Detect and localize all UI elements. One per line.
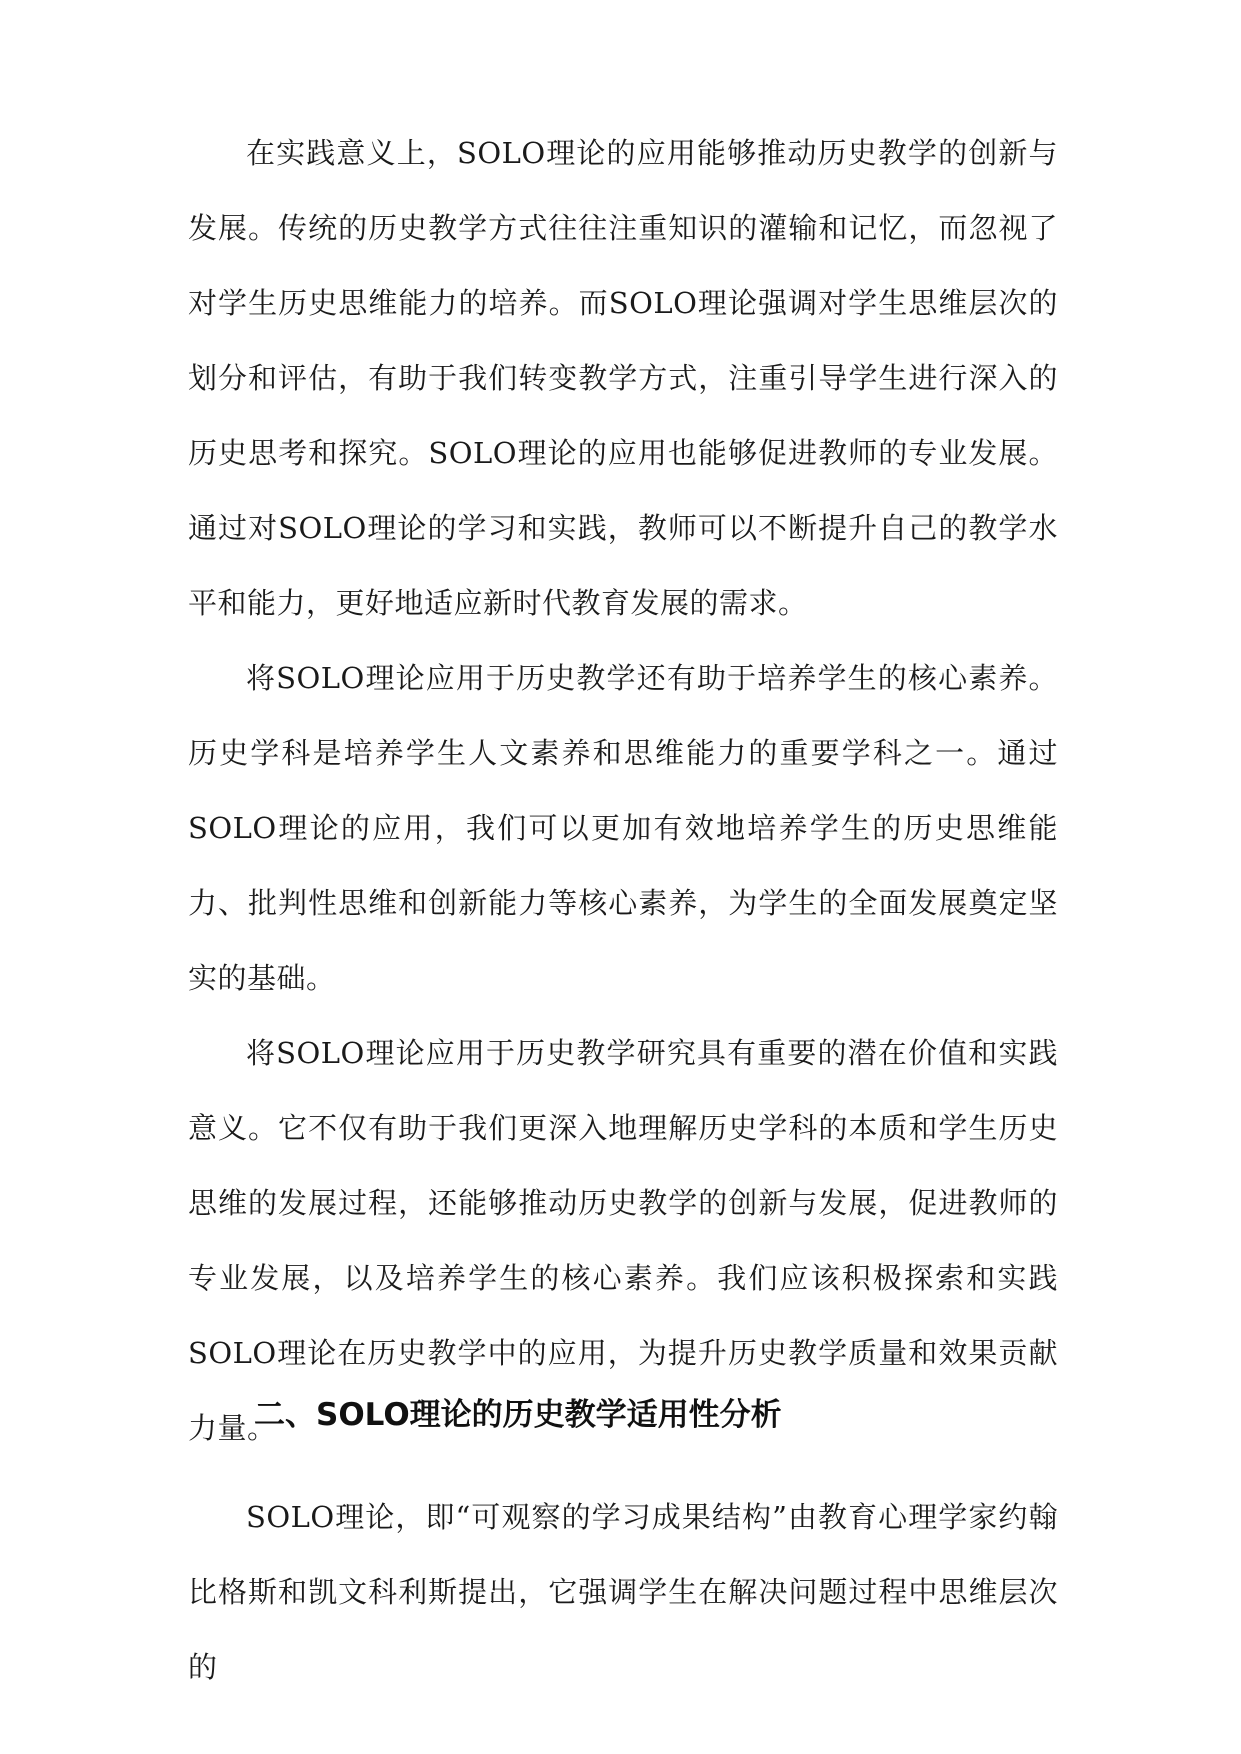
section-heading: 二、SOLO理论的历史教学适用性分析: [254, 1397, 782, 1433]
body-section-top: [188, 116, 1058, 1466]
paragraph-practical-significance: 在实践意义上，SOLO理论的应用能够推动历史教学的创新与发展。传统的历史教学方式往往注重知识的灌输和记忆，而忽视了对学生历史思维能力的培养。而SOLO理论强调对学生思维层次的划分和评估，有助于我们转变教学方式，注重引导学生进行深入的历史思考和探究。SOLO理论的应用也能够促进教师的专业发展。通过对SOLO理论的学习和实践，教师可以不断提升自己的教学水平和能力，更好地适应新时代教育发展的需求。: [188, 136, 1058, 620]
body-section-bottom: [188, 1480, 1058, 1705]
paragraph-potential-value: 将SOLO理论应用于历史教学研究具有重要的潜在价值和实践意义。它不仅有助于我们更深入地理解历史学科的本质和学生历史思维的发展过程，还能够推动历史教学的创新与发展，促进教师的专业发展，以及培养学生的核心素养。我们应该积极探索和实践SOLO理论在历史教学中的应用，为提升历史教学质量和效果贡献力量。: [188, 1036, 1058, 1445]
paragraph-core-literacy: 将SOLO理论应用于历史教学还有助于培养学生的核心素养。历史学科是培养学生人文素养和思维能力的重要学科之一。通过SOLO理论的应用，我们可以更加有效地培养学生的历史思维能力、批判性思维和创新能力等核心素养，为学生的全面发展奠定坚实的基础。: [188, 661, 1058, 995]
paragraph-solo-definition: SOLO理论，即“可观察的学习成果结构”由教育心理学家约翰比格斯和凯文科利斯提出，它强调学生在解决问题过程中思维层次的: [188, 1500, 1058, 1684]
